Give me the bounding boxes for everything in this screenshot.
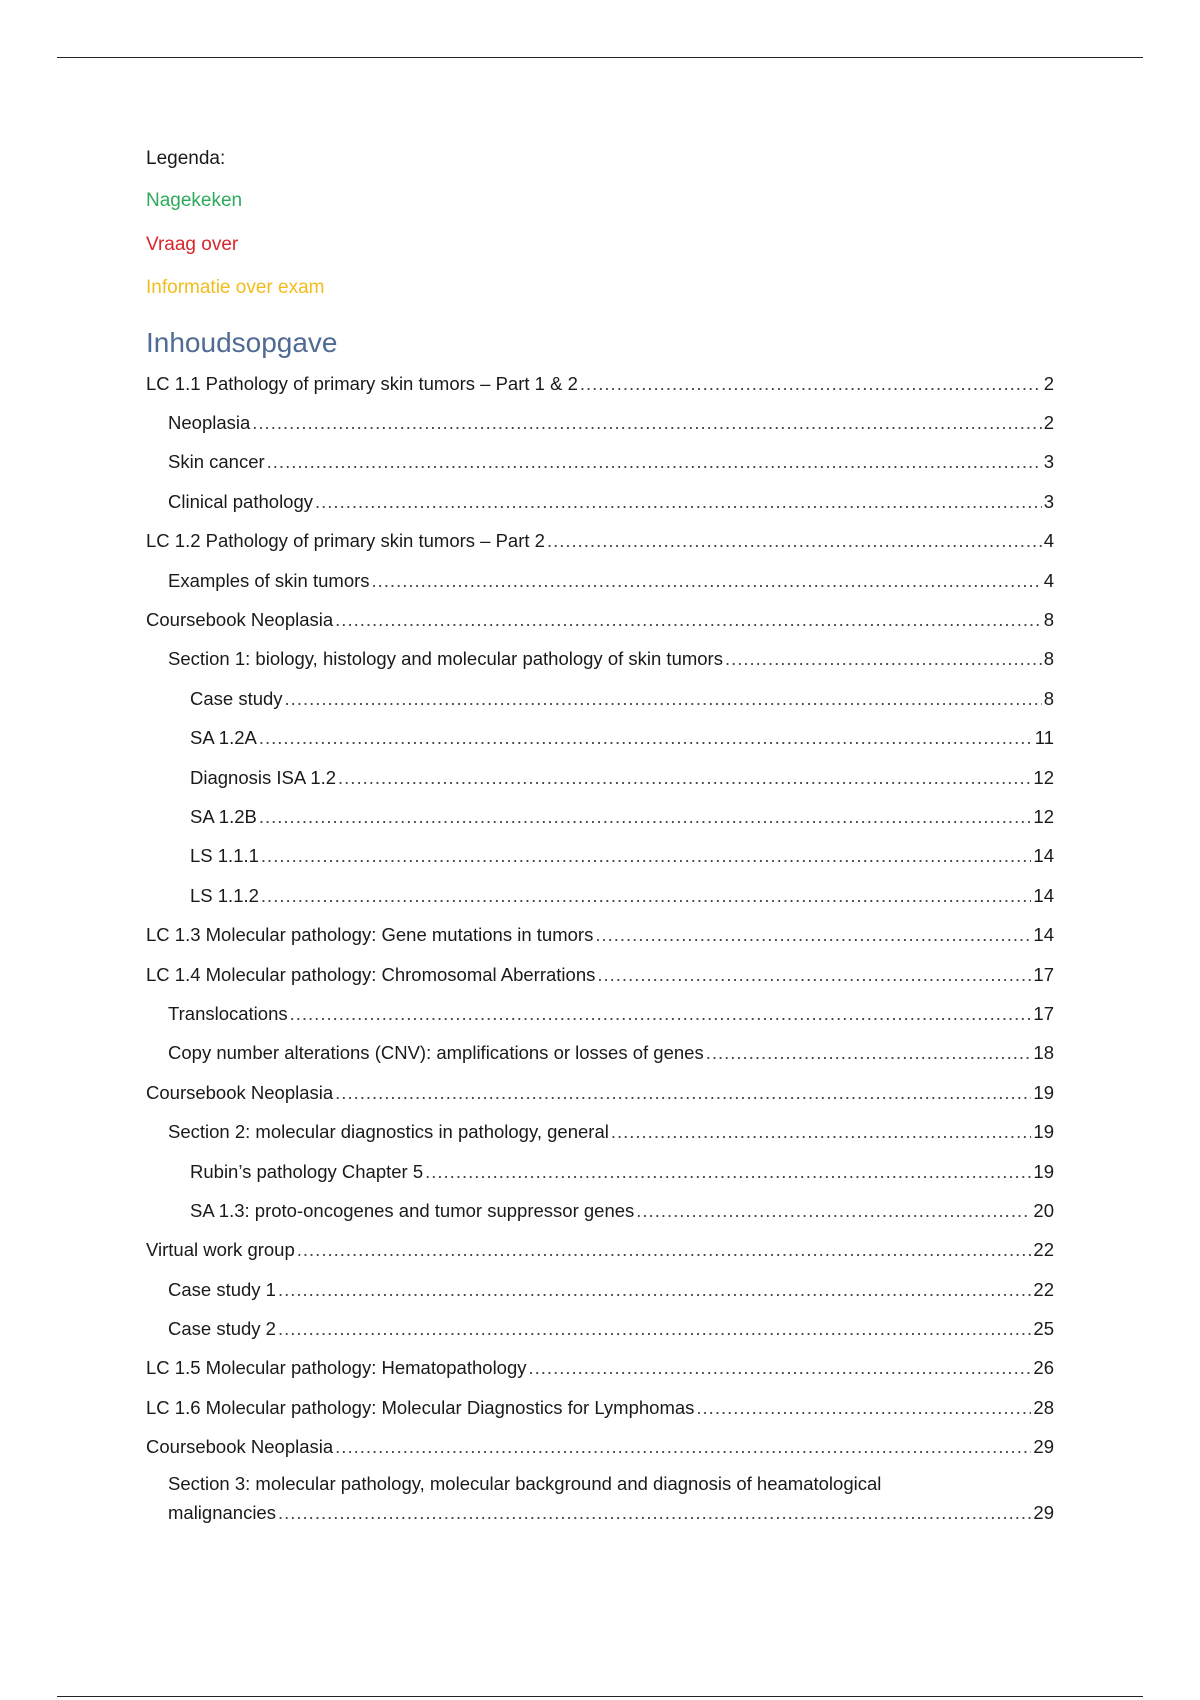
toc-entry[interactable]: Clinical pathology ..... 3	[168, 487, 1054, 516]
legend-title: Legenda:	[146, 148, 226, 169]
toc-entry[interactable]: Case study 1 ..... 22	[168, 1275, 1054, 1304]
toc-entry[interactable]: Skin cancer ..... 3	[168, 447, 1054, 476]
toc-entry[interactable]: Case study 2 ..... 25	[168, 1314, 1054, 1343]
toc-entry[interactable]: Translocations ..... 17	[168, 999, 1054, 1028]
toc-entry[interactable]: LC 1.2 Pathology of primary skin tumors – Part 2 ..... 4	[146, 526, 1054, 555]
toc-entry-section-3[interactable]	[168, 1469, 1054, 1527]
toc-entry[interactable]: Coursebook Neoplasia ..... 29	[146, 1432, 1054, 1461]
toc-entry[interactable]: Virtual work group ..... 22	[146, 1235, 1054, 1264]
toc-entry[interactable]: LS 1.1.2 ..... 14	[190, 881, 1054, 910]
toc-entry[interactable]: LC 1.3 Molecular pathology: Gene mutations in tumors ..... 14	[146, 920, 1054, 949]
toc-entry[interactable]: LS 1.1.1 ..... 14	[190, 841, 1054, 870]
legend-item-informatie-over-exam: Informatie over exam	[146, 277, 325, 298]
header-rule	[57, 57, 1143, 58]
toc-entry-line-1: Section 3: molecular pathology, molecular background and diagnosis of heamatological	[168, 1473, 882, 1494]
toc-entry[interactable]: Section 2: molecular diagnostics in pathology, general ..... 19	[168, 1117, 1054, 1146]
footer-rule	[57, 1696, 1143, 1697]
toc-entry[interactable]: Case study ..... 8	[190, 684, 1054, 713]
toc-entry[interactable]: Diagnosis ISA 1.2 ..... 12	[190, 763, 1054, 792]
legend-item-nagekeken: Nagekeken	[146, 190, 243, 211]
toc-entry[interactable]: Copy number alterations (CNV): amplifications or losses of genes ..... 18	[168, 1038, 1054, 1067]
legend-item-vraag-over: Vraag over	[146, 234, 239, 255]
toc-entry[interactable]: SA 1.3: proto-oncogenes and tumor suppressor genes ..... 20	[190, 1196, 1054, 1225]
toc-entry[interactable]: Coursebook Neoplasia ..... 19	[146, 1078, 1054, 1107]
toc-entry[interactable]: Examples of skin tumors ..... 4	[168, 566, 1054, 595]
toc-entry[interactable]: LC 1.5 Molecular pathology: Hematopathology ..... 26	[146, 1353, 1054, 1382]
toc-entry[interactable]: SA 1.2B ..... 12	[190, 802, 1054, 831]
toc-title: Inhoudsopgave	[146, 327, 338, 358]
toc-entry[interactable]: Rubin’s pathology Chapter 5 ..... 19	[190, 1157, 1054, 1186]
toc-entry[interactable]: Coursebook Neoplasia ..... 8	[146, 605, 1054, 634]
toc-entry[interactable]: Neoplasia ..... 2	[168, 408, 1054, 437]
toc-entry[interactable]: LC 1.4 Molecular pathology: Chromosomal Aberrations ..... 17	[146, 960, 1054, 989]
toc-entry[interactable]: Section 1: biology, histology and molecular pathology of skin tumors ..... 8	[168, 644, 1054, 673]
toc-entry[interactable]: SA 1.2A ..... 11	[190, 723, 1054, 752]
toc-entry-line-2: malignancies ..... 29	[168, 1498, 1054, 1527]
toc-entry[interactable]: LC 1.6 Molecular pathology: Molecular Diagnostics for Lymphomas ..... 28	[146, 1393, 1054, 1422]
toc-entry[interactable]: LC 1.1 Pathology of primary skin tumors – Part 1 & 2 ..... 2	[146, 369, 1054, 398]
